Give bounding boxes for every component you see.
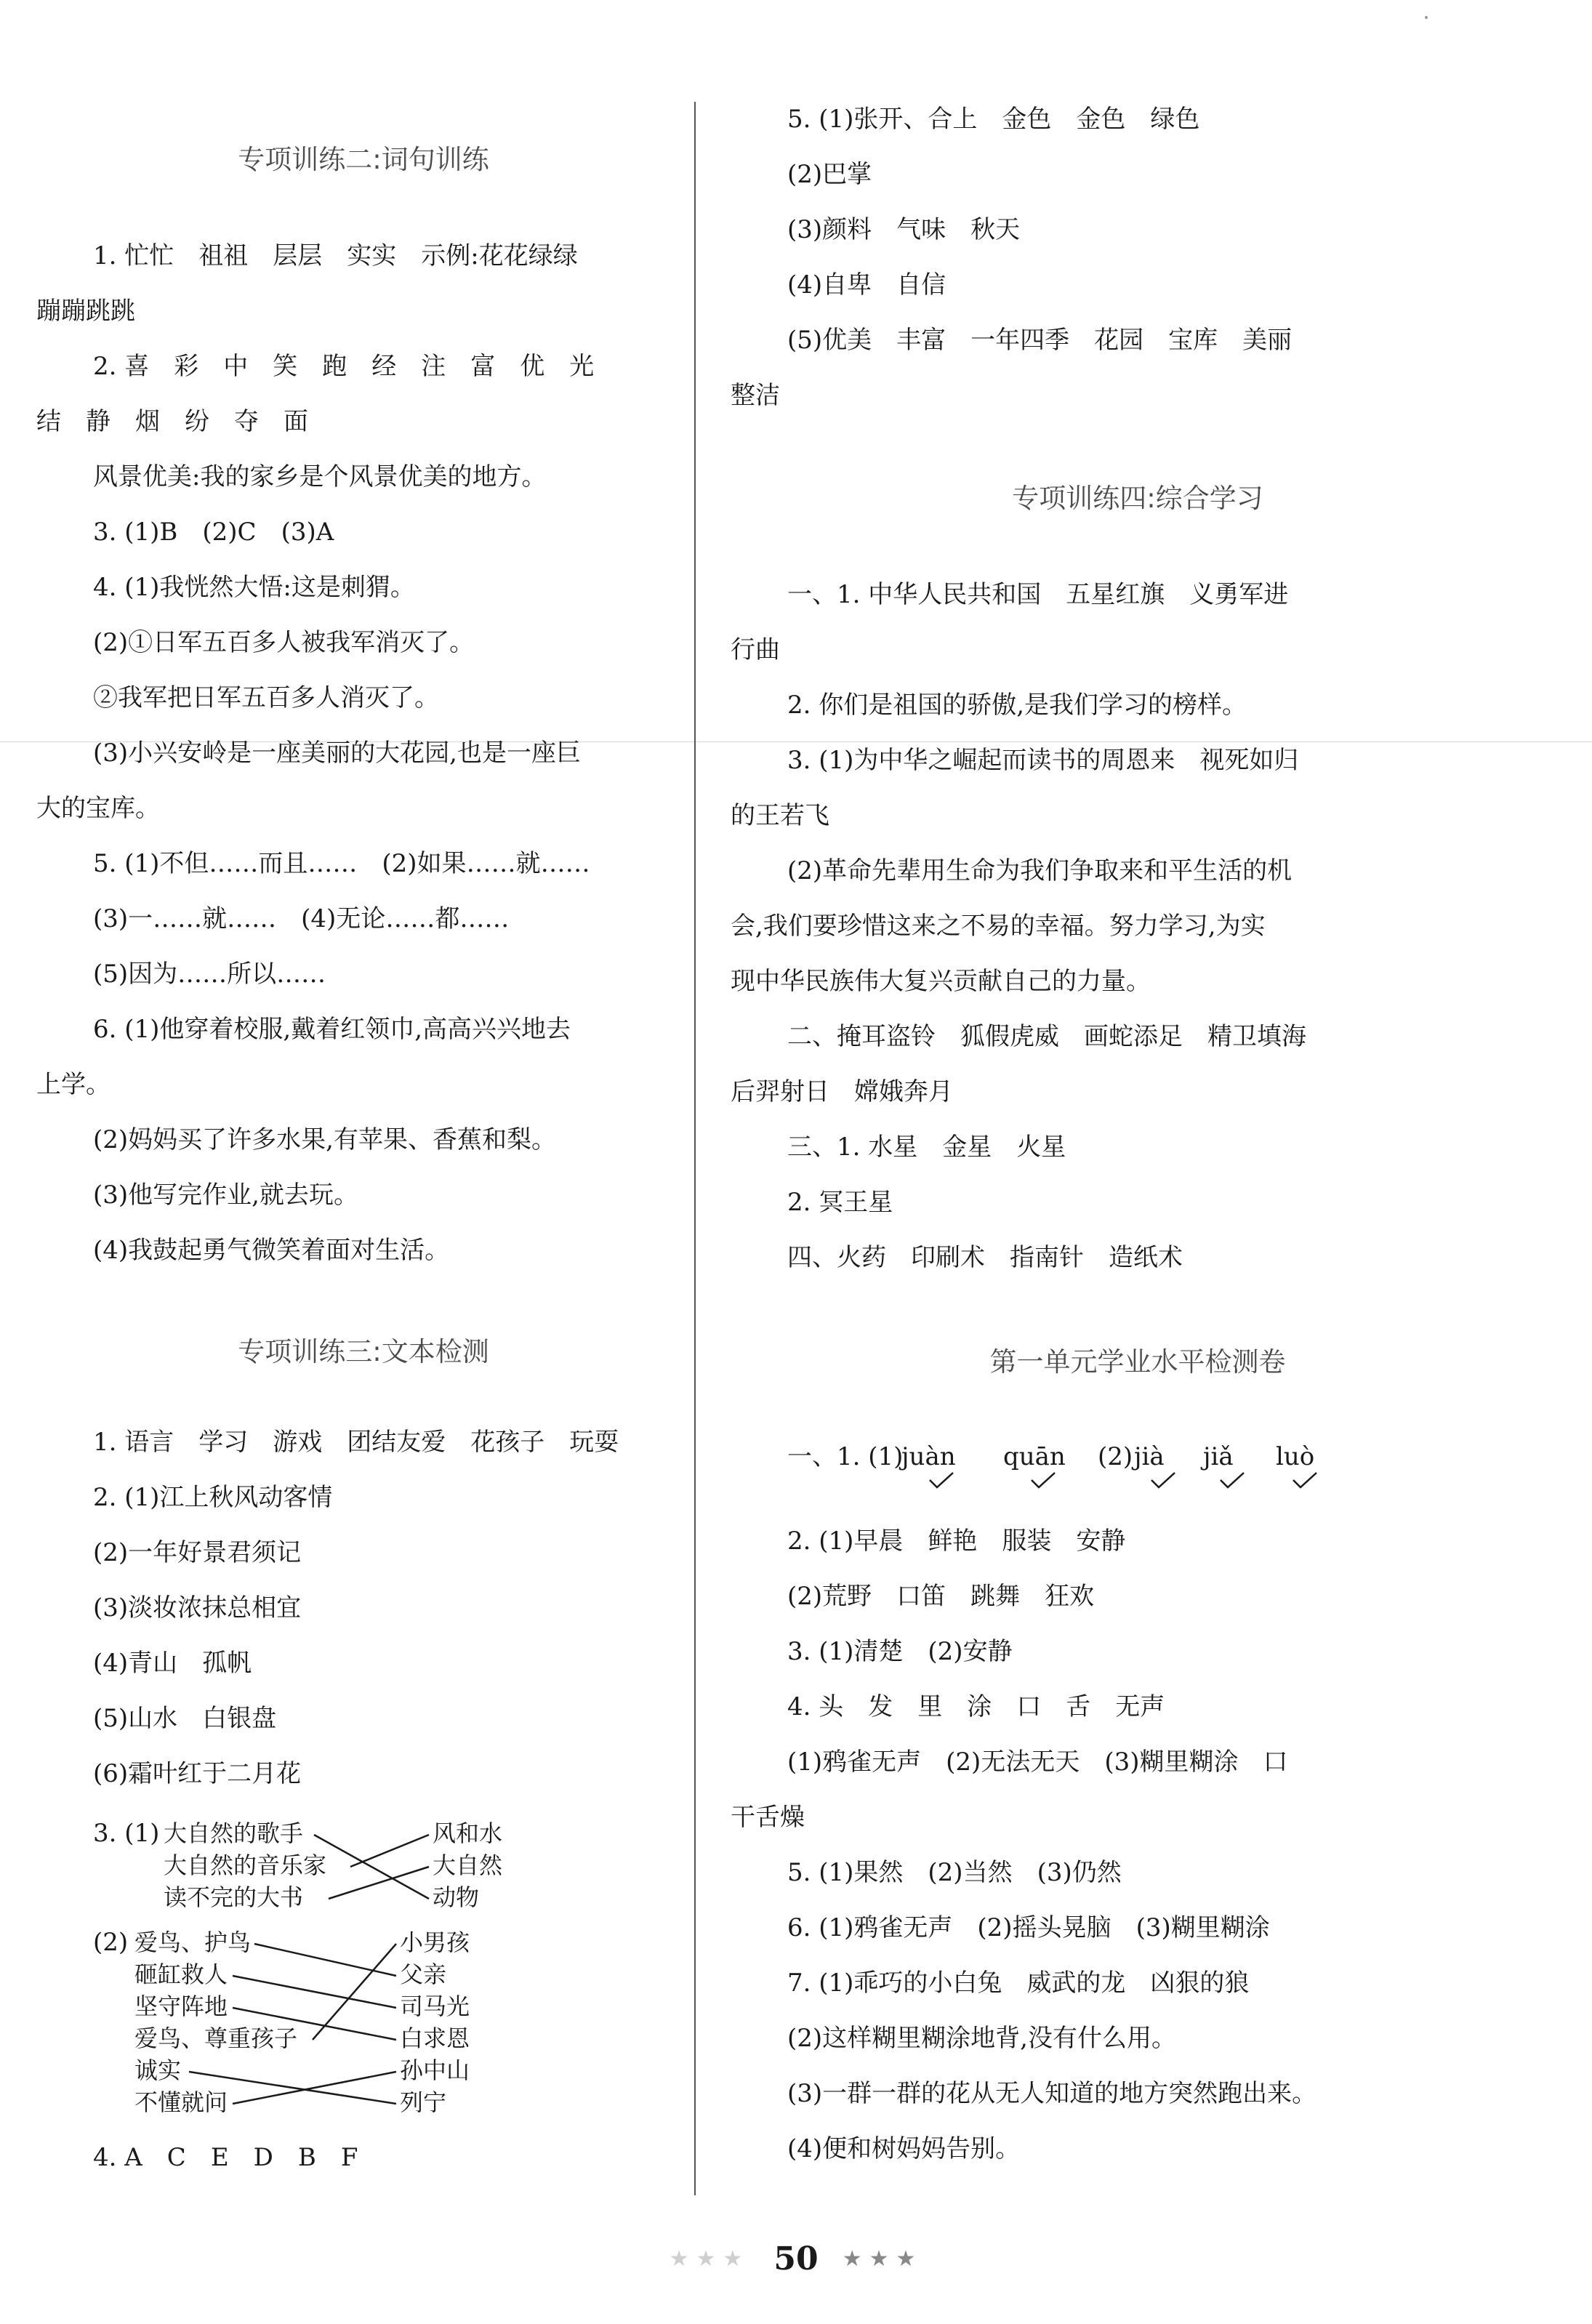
- match-left-item: 读不完的大书: [164, 1883, 304, 1911]
- answer-line: (3)一群一群的花从无人知道的地方突然跑出来。: [787, 2079, 1317, 2108]
- answer-line: 3. (1)清楚 (2)安静: [787, 1637, 1013, 1666]
- pinyin-prefix: 一、1. (1): [787, 1442, 904, 1471]
- section-heading-3: 专项训练三:文本检测: [238, 1336, 489, 1367]
- answer-line: 结 静 烟 纷 夺 面: [36, 407, 308, 436]
- match-right-item: 动物: [433, 1883, 480, 1911]
- match-left-item: 大自然的歌手: [164, 1820, 304, 1847]
- match-line: [233, 1976, 396, 2008]
- answer-line: 4. A C E D B F: [93, 2143, 358, 2172]
- section-heading-4: 专项训练四:综合学习: [1012, 483, 1263, 514]
- answer-line: 2. (1)江上秋风动客情: [93, 1483, 333, 1512]
- match-prefix: 3. (1): [93, 1819, 160, 1848]
- match-left-item: 坚守阵地: [134, 1993, 228, 2020]
- answer-line: 3. (1)为中华之崛起而读书的周恩来 视死如归: [787, 746, 1299, 775]
- match-left-item: 爱鸟、护鸟: [134, 1929, 252, 1956]
- answer-line: (2)巴掌: [787, 160, 872, 189]
- pinyin-item: luò: [1276, 1442, 1315, 1471]
- checkmark-icon: [1290, 1470, 1319, 1492]
- answer-line: (5)因为……所以……: [93, 960, 326, 989]
- checkmark-icon: [1149, 1470, 1178, 1492]
- match-prefix: (2): [93, 1928, 129, 1957]
- answer-line: 3. (1)B (2)C (3)A: [93, 518, 334, 547]
- answer-line: (2)①日军五百多人被我军消灭了。: [93, 628, 475, 657]
- match-lines-2: [36, 0, 691, 2324]
- answer-line: (4)我鼓起勇气微笑着面对生活。: [93, 1236, 450, 1265]
- answer-line: (4)自卑 自信: [787, 270, 946, 299]
- scan-dot: [1425, 16, 1428, 19]
- page-number: 50: [773, 2240, 819, 2277]
- answer-line: 6. (1)他穿着校服,戴着红领巾,高高兴兴地去: [93, 1015, 571, 1044]
- answer-line: 5. (1)不但……而且…… (2)如果……就……: [93, 849, 590, 878]
- match-right-item: 孙中山: [400, 2056, 470, 2084]
- answer-line: 4. 头 发 里 涂 口 舌 无声: [787, 1692, 1165, 1721]
- match-line: [313, 1944, 396, 2040]
- answer-line: 大的宝库。: [36, 794, 160, 823]
- answer-line: (2)一年好景君须记: [93, 1538, 302, 1567]
- section-heading-unit: 第一单元学业水平检测卷: [989, 1346, 1286, 1378]
- answer-line: 四、火药 印刷术 指南针 造纸术: [787, 1243, 1183, 1272]
- answer-line: (3)颜料 气味 秋天: [787, 215, 1021, 244]
- checkmark-icon: [1218, 1470, 1247, 1492]
- pinyin-item: juàn: [901, 1442, 956, 1471]
- answer-line: 会,我们要珍惜这来之不易的幸福。努力学习,为实: [731, 912, 1266, 941]
- footer-stars-right: [843, 2237, 923, 2281]
- answer-line: 整洁: [731, 381, 780, 410]
- answer-line: 6. (1)鸦雀无声 (2)摇头晃脑 (3)糊里糊涂: [787, 1913, 1270, 1942]
- match-right-item: 小男孩: [400, 1929, 470, 1956]
- answer-line: 现中华民族伟大复兴贡献自己的力量。: [731, 967, 1151, 996]
- answer-line: (2)妈妈买了许多水果,有苹果、香蕉和梨。: [93, 1125, 556, 1154]
- answer-line: 三、1. 水星 金星 火星: [787, 1133, 1066, 1162]
- checkmark-icon: [1029, 1470, 1058, 1492]
- match-line: [254, 1944, 396, 1976]
- answer-line: 2. 冥王星: [787, 1188, 893, 1217]
- answer-line: (2)这样糊里糊涂地背,没有什么用。: [787, 2024, 1176, 2053]
- answer-line: (5)山水 白银盘: [93, 1704, 277, 1733]
- answer-line: (1)鸦雀无声 (2)无法无天 (3)糊里糊涂 口: [787, 1748, 1288, 1777]
- answer-line: 1. 忙忙 祖祖 层层 实实 示例:花花绿绿: [93, 241, 578, 270]
- answer-line: (6)霜叶红于二月花: [93, 1759, 302, 1788]
- pinyin-item: jià: [1134, 1442, 1165, 1471]
- footer-stars-left: [670, 2237, 750, 2281]
- star-icon: ★★★: [669, 2246, 750, 2272]
- checkmark-icon: [927, 1470, 956, 1492]
- answer-line: (3)他写完作业,就去玩。: [93, 1181, 358, 1210]
- answer-line: (4)青山 孤帆: [93, 1649, 252, 1678]
- match-left-item: 不懂就问: [134, 2088, 228, 2116]
- match-right-item: 列宁: [400, 2088, 447, 2116]
- star-icon: ★★★: [842, 2246, 923, 2272]
- answer-line: 一、1. 中华人民共和国 五星红旗 义勇军进: [787, 580, 1289, 609]
- answer-line: 4. (1)我恍然大悟:这是刺猬。: [93, 573, 415, 602]
- pinyin-item: quān: [1003, 1442, 1066, 1471]
- answer-line: (2)荒野 口笛 跳舞 狂欢: [787, 1582, 1095, 1611]
- answer-line: 2. (1)早晨 鲜艳 服装 安静: [787, 1527, 1126, 1556]
- match-line: [189, 2072, 396, 2104]
- match-line: [233, 2008, 396, 2040]
- match-right-item: 司马光: [400, 1993, 470, 2020]
- answer-line: 行曲: [731, 635, 780, 664]
- answer-line: 1. 语言 学习 游戏 团结友爱 花孩子 玩耍: [93, 1428, 619, 1457]
- answer-line: 的王若飞: [731, 801, 829, 830]
- pinyin-item: (2): [1098, 1442, 1133, 1471]
- answer-line: 二、掩耳盗铃 狐假虎威 画蛇添足 精卫填海: [787, 1022, 1306, 1051]
- answer-line: (3)淡妆浓抹总相宜: [93, 1593, 302, 1623]
- answer-line: 5. (1)果然 (2)当然 (3)仍然: [787, 1858, 1122, 1887]
- match-line: [233, 2072, 396, 2104]
- page-footer: [0, 2237, 1592, 2281]
- match-right-item: 父亲: [400, 1961, 447, 1988]
- match-left-item: 大自然的音乐家: [164, 1851, 327, 1879]
- answer-line: (4)便和树妈妈告别。: [787, 2134, 1021, 2163]
- answer-line: 干舌燥: [731, 1803, 805, 1832]
- match-left-item: 砸缸救人: [134, 1961, 228, 1988]
- column-divider: [694, 102, 696, 2195]
- answer-line: 7. (1)乖巧的小白兔 威武的龙 凶狠的狼: [787, 1969, 1250, 1998]
- section-heading-2: 专项训练二:词句训练: [238, 144, 489, 175]
- answer-line: 上学。: [36, 1070, 110, 1099]
- answer-line: 蹦蹦跳跳: [36, 297, 135, 326]
- answer-line: 5. (1)张开、合上 金色 金色 绿色: [787, 105, 1200, 134]
- answer-line: 后羿射日 嫦娥奔月: [731, 1077, 953, 1106]
- match-left-item: 爱鸟、尊重孩子: [134, 2025, 298, 2052]
- pinyin-item: jiǎ: [1203, 1442, 1234, 1471]
- match-right-item: 风和水: [433, 1820, 503, 1847]
- answer-line: ②我军把日军五百多人消灭了。: [93, 683, 439, 712]
- match-right-item: 大自然: [433, 1851, 503, 1879]
- answer-line: (5)优美 丰富 一年四季 花园 宝库 美丽: [787, 326, 1293, 355]
- answer-line: 2. 喜 彩 中 笑 跑 经 注 富 优 光: [93, 352, 595, 381]
- match-left-item: 诚实: [134, 2056, 182, 2084]
- match-right-item: 白求恩: [400, 2025, 470, 2052]
- answer-line: 2. 你们是祖国的骄傲,是我们学习的榜样。: [787, 691, 1247, 720]
- answer-line: 风景优美:我的家乡是个风景优美的地方。: [93, 462, 547, 491]
- answer-line: (3)小兴安岭是一座美丽的大花园,也是一座巨: [93, 739, 581, 768]
- answer-line: (2)革命先辈用生命为我们争取来和平生活的机: [787, 856, 1293, 885]
- answer-line: (3)一……就…… (4)无论……都……: [93, 904, 510, 933]
